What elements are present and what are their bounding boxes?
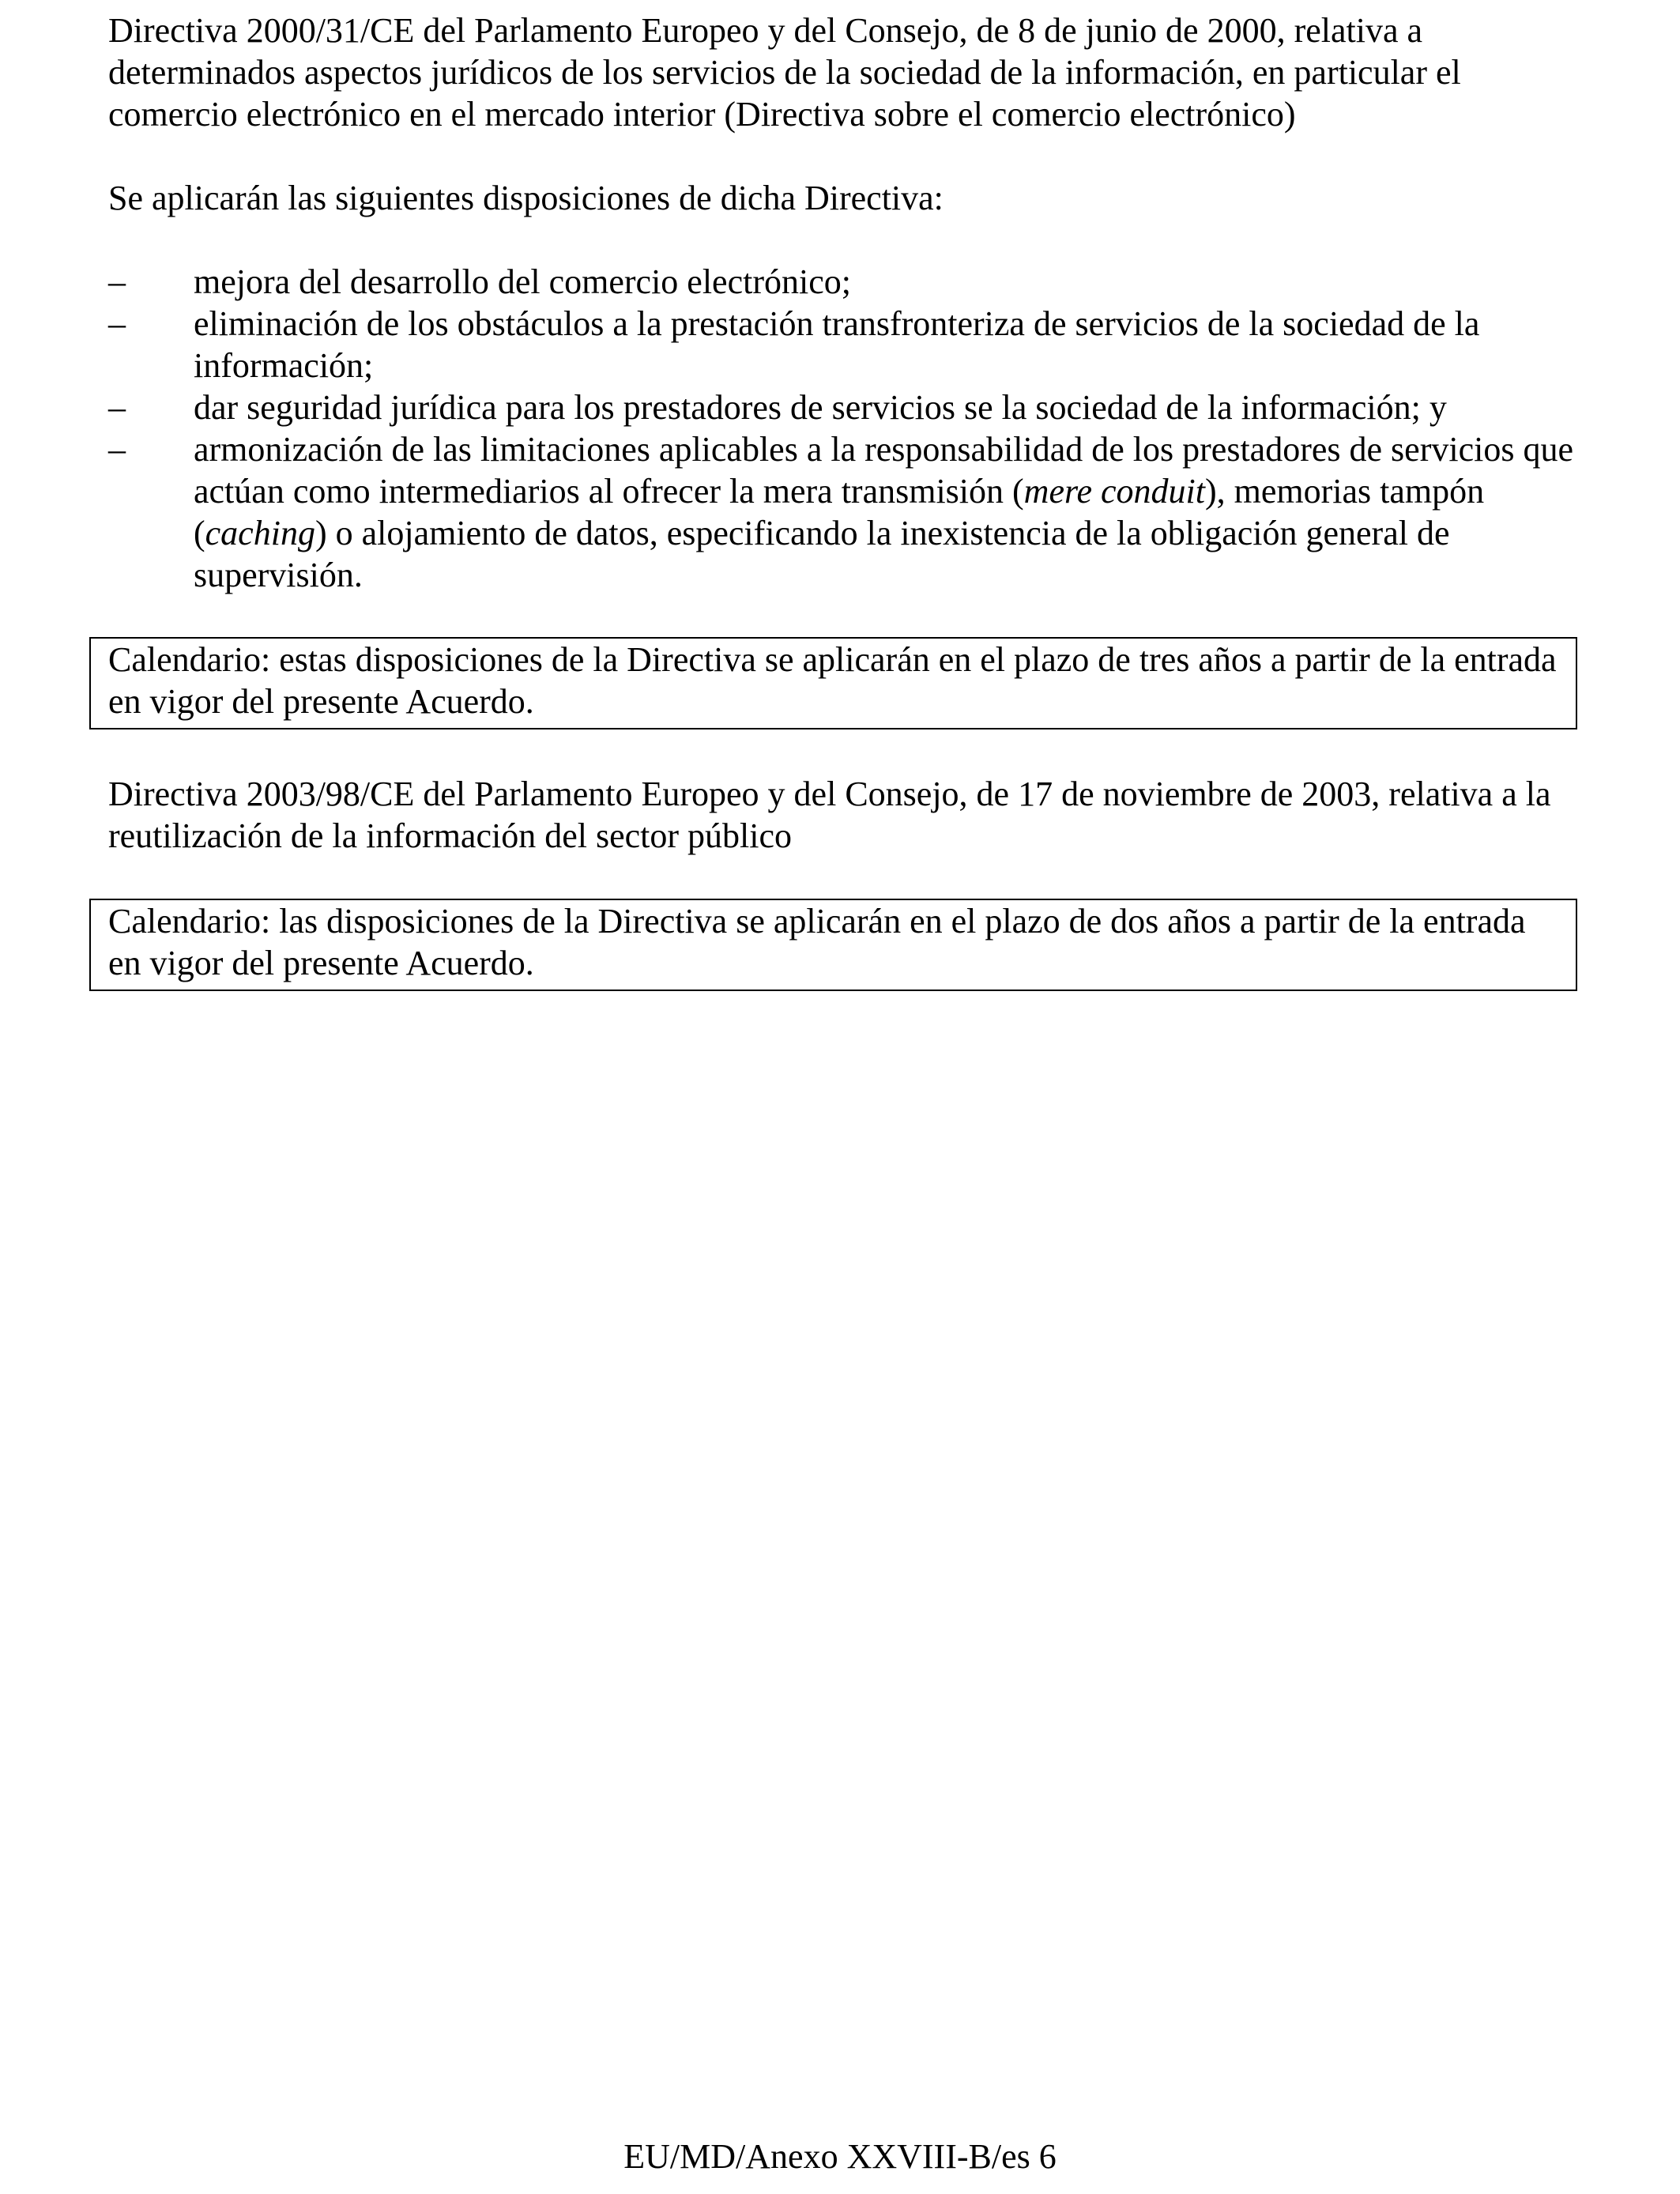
list-item-text: dar seguridad jurídica para los prestadores de servicios se la sociedad de la información; y [194, 388, 1447, 427]
list-item [108, 303, 1594, 386]
italic-term-caching: caching [205, 514, 315, 552]
list-item-text-part: armonización de las limitaciones aplicables a la responsabilidad de los prestadores de servicios que actúan como intermediarios al ofrecer la mera transmisión ( [194, 430, 1573, 511]
list-item [108, 386, 1594, 428]
directive-2003-98-title: Directiva 2003/98/CE del Parlamento Europeo y del Consejo, de 17 de noviembre de 2003, relativa a la reutilización de la información del sector público [108, 775, 1551, 855]
dash-bullet: – [108, 262, 126, 301]
dash-bullet: – [108, 388, 126, 427]
calendar-text: Calendario: las disposiciones de la Directiva se aplicarán en el plazo de dos años a partir de la entrada en vigor del presente Acuerdo. [108, 902, 1526, 982]
list-item [108, 428, 1594, 596]
provisions-intro: Se aplicarán las siguientes disposiciones de dicha Directiva: [108, 179, 944, 217]
dash-bullet: – [108, 430, 126, 469]
italic-term-mere-conduit: mere conduit [1023, 472, 1205, 511]
list-item [108, 261, 1594, 303]
list-item-text: mejora del desarrollo del comercio electrónico; [194, 262, 851, 301]
list-item-text-part: ) o alojamiento de datos, especificando la inexistencia de la obligación general de supervisión. [194, 514, 1450, 594]
calendar-box-2 [89, 899, 1577, 991]
list-item-text: eliminación de los obstáculos a la prestación transfronteriza de servicios de la sociedad de la información; [194, 304, 1480, 385]
calendar-box-1 [89, 637, 1577, 729]
calendar-text: Calendario: estas disposiciones de la Directiva se aplicarán en el plazo de tres años a partir de la entrada en vigor del presente Acuerdo. [108, 640, 1557, 721]
provisions-list [108, 261, 1594, 596]
list-item-text [194, 430, 1573, 594]
dash-bullet: – [108, 304, 126, 343]
directive-2000-31-title: Directiva 2000/31/CE del Parlamento Europeo y del Consejo, de 8 de junio de 2000, relativa a determinados aspectos jurídicos de los servicios de la sociedad de la información, en particular el comercio electrónico en el mercado interior (Directiva sobre el comercio electrónico) [108, 11, 1461, 134]
list-item-text-part: ), memorias tampón ( [194, 472, 1485, 552]
page-footer: EU/MD/Anexo XXVIII-B/es 6 [623, 2137, 1057, 2176]
